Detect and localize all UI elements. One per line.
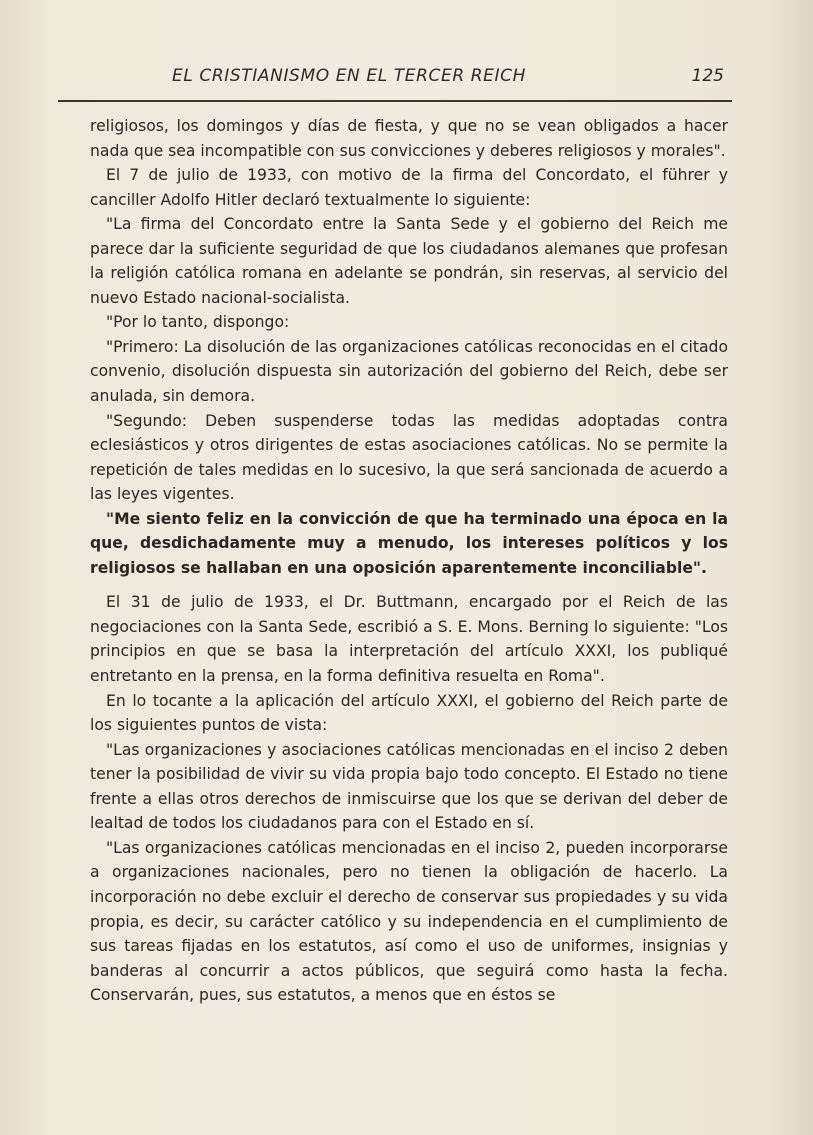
- page-number: 125: [691, 66, 724, 86]
- paragraph: El 31 de julio de 1933, el Dr. Buttmann, encargado por el Reich de las negociaciones con la Santa Sede, escribió a S. E. Mons. Berning lo siguiente: "Los principios en que se basa la interpretación del artículo XXXI, los publiqué entretanto en la prensa, en la forma definitiva resuelta en Roma".: [90, 593, 728, 686]
- running-title: EL CRISTIANISMO EN EL TERCER REICH: [172, 66, 526, 86]
- paragraph-quote: "Segundo: Deben suspenderse todas las medidas adoptadas contra eclesiásticos y otros dirigentes de estas asociaciones católicas. No se permite la repetición de tales medidas en lo sucesivo, la que será sancionada de acuerdo a las leyes vigentes.: [90, 411, 728, 504]
- paragraph-quote: "La firma del Concordato entre la Santa Sede y el gobierno del Reich me parece dar la suficiente seguridad de que los ciudadanos alemanes que profesan la religión católica romana en adelante se pondrán, sin reservas, al servicio del nuevo Estado nacional-socialista.: [90, 215, 728, 307]
- paragraph-quote: "Primero: La disolución de las organizaciones católicas reconocidas en el citado convenio, disolución dispuesta sin autorización del gobierno del Reich, debe ser anulada, sin demora.: [90, 337, 728, 406]
- paragraph-quote-emphasis: "Me siento feliz en la convicción de que ha terminado una época en la que, desdichadamente muy a menudo, los intereses políticos y los religiosos se hallaban en una oposición aparentemente inconciliable".: [90, 509, 728, 577]
- paragraph-quote: "Las organizaciones y asociaciones católicas mencionadas en el inciso 2 deben tener la posibilidad de vivir su vida propia bajo todo concepto. El Estado no tiene frente a ellas otros derechos de inmiscuirse que los que se derivan del deber de lealtad de todos los ciudadanos para con el Estado en sí.: [90, 740, 728, 833]
- header-rule: [58, 100, 732, 102]
- paragraph: En lo tocante a la aplicación del artículo XXXI, el gobierno del Reich parte de los siguientes puntos de vista:: [90, 691, 728, 735]
- paragraph-quote: "Por lo tanto, dispongo:: [106, 313, 290, 332]
- paragraph: El 7 de julio de 1933, con motivo de la firma del Concordato, el führer y canciller Adolfo Hitler declaró textualmente lo siguiente:: [90, 166, 728, 209]
- paragraph-quote: "Las organizaciones católicas mencionadas en el inciso 2, pueden incorporarse a organizaciones nacionales, pero no tienen la obligación de hacerlo. La incorporación no debe excluir el derecho de conservar sus propiedades y su vida propia, es decir, su carácter católico y su independencia en el cumplimiento de sus tareas fijadas en los estatutos, así como el uso de uniformes, insignias y banderas al concurrir a actos públicos, que seguirá como hasta la fecha. Conservarán, pues, sus estatutos, a menos que en éstos se: [90, 838, 728, 1005]
- page-header: [58, 60, 734, 96]
- paragraph-continuation: religiosos, los domingos y días de fiesta, y que no se vean obligados a hacer nada que sea incompatible con sus convicciones y deberes religiosos y morales".: [90, 117, 728, 160]
- body-text: [90, 114, 728, 1008]
